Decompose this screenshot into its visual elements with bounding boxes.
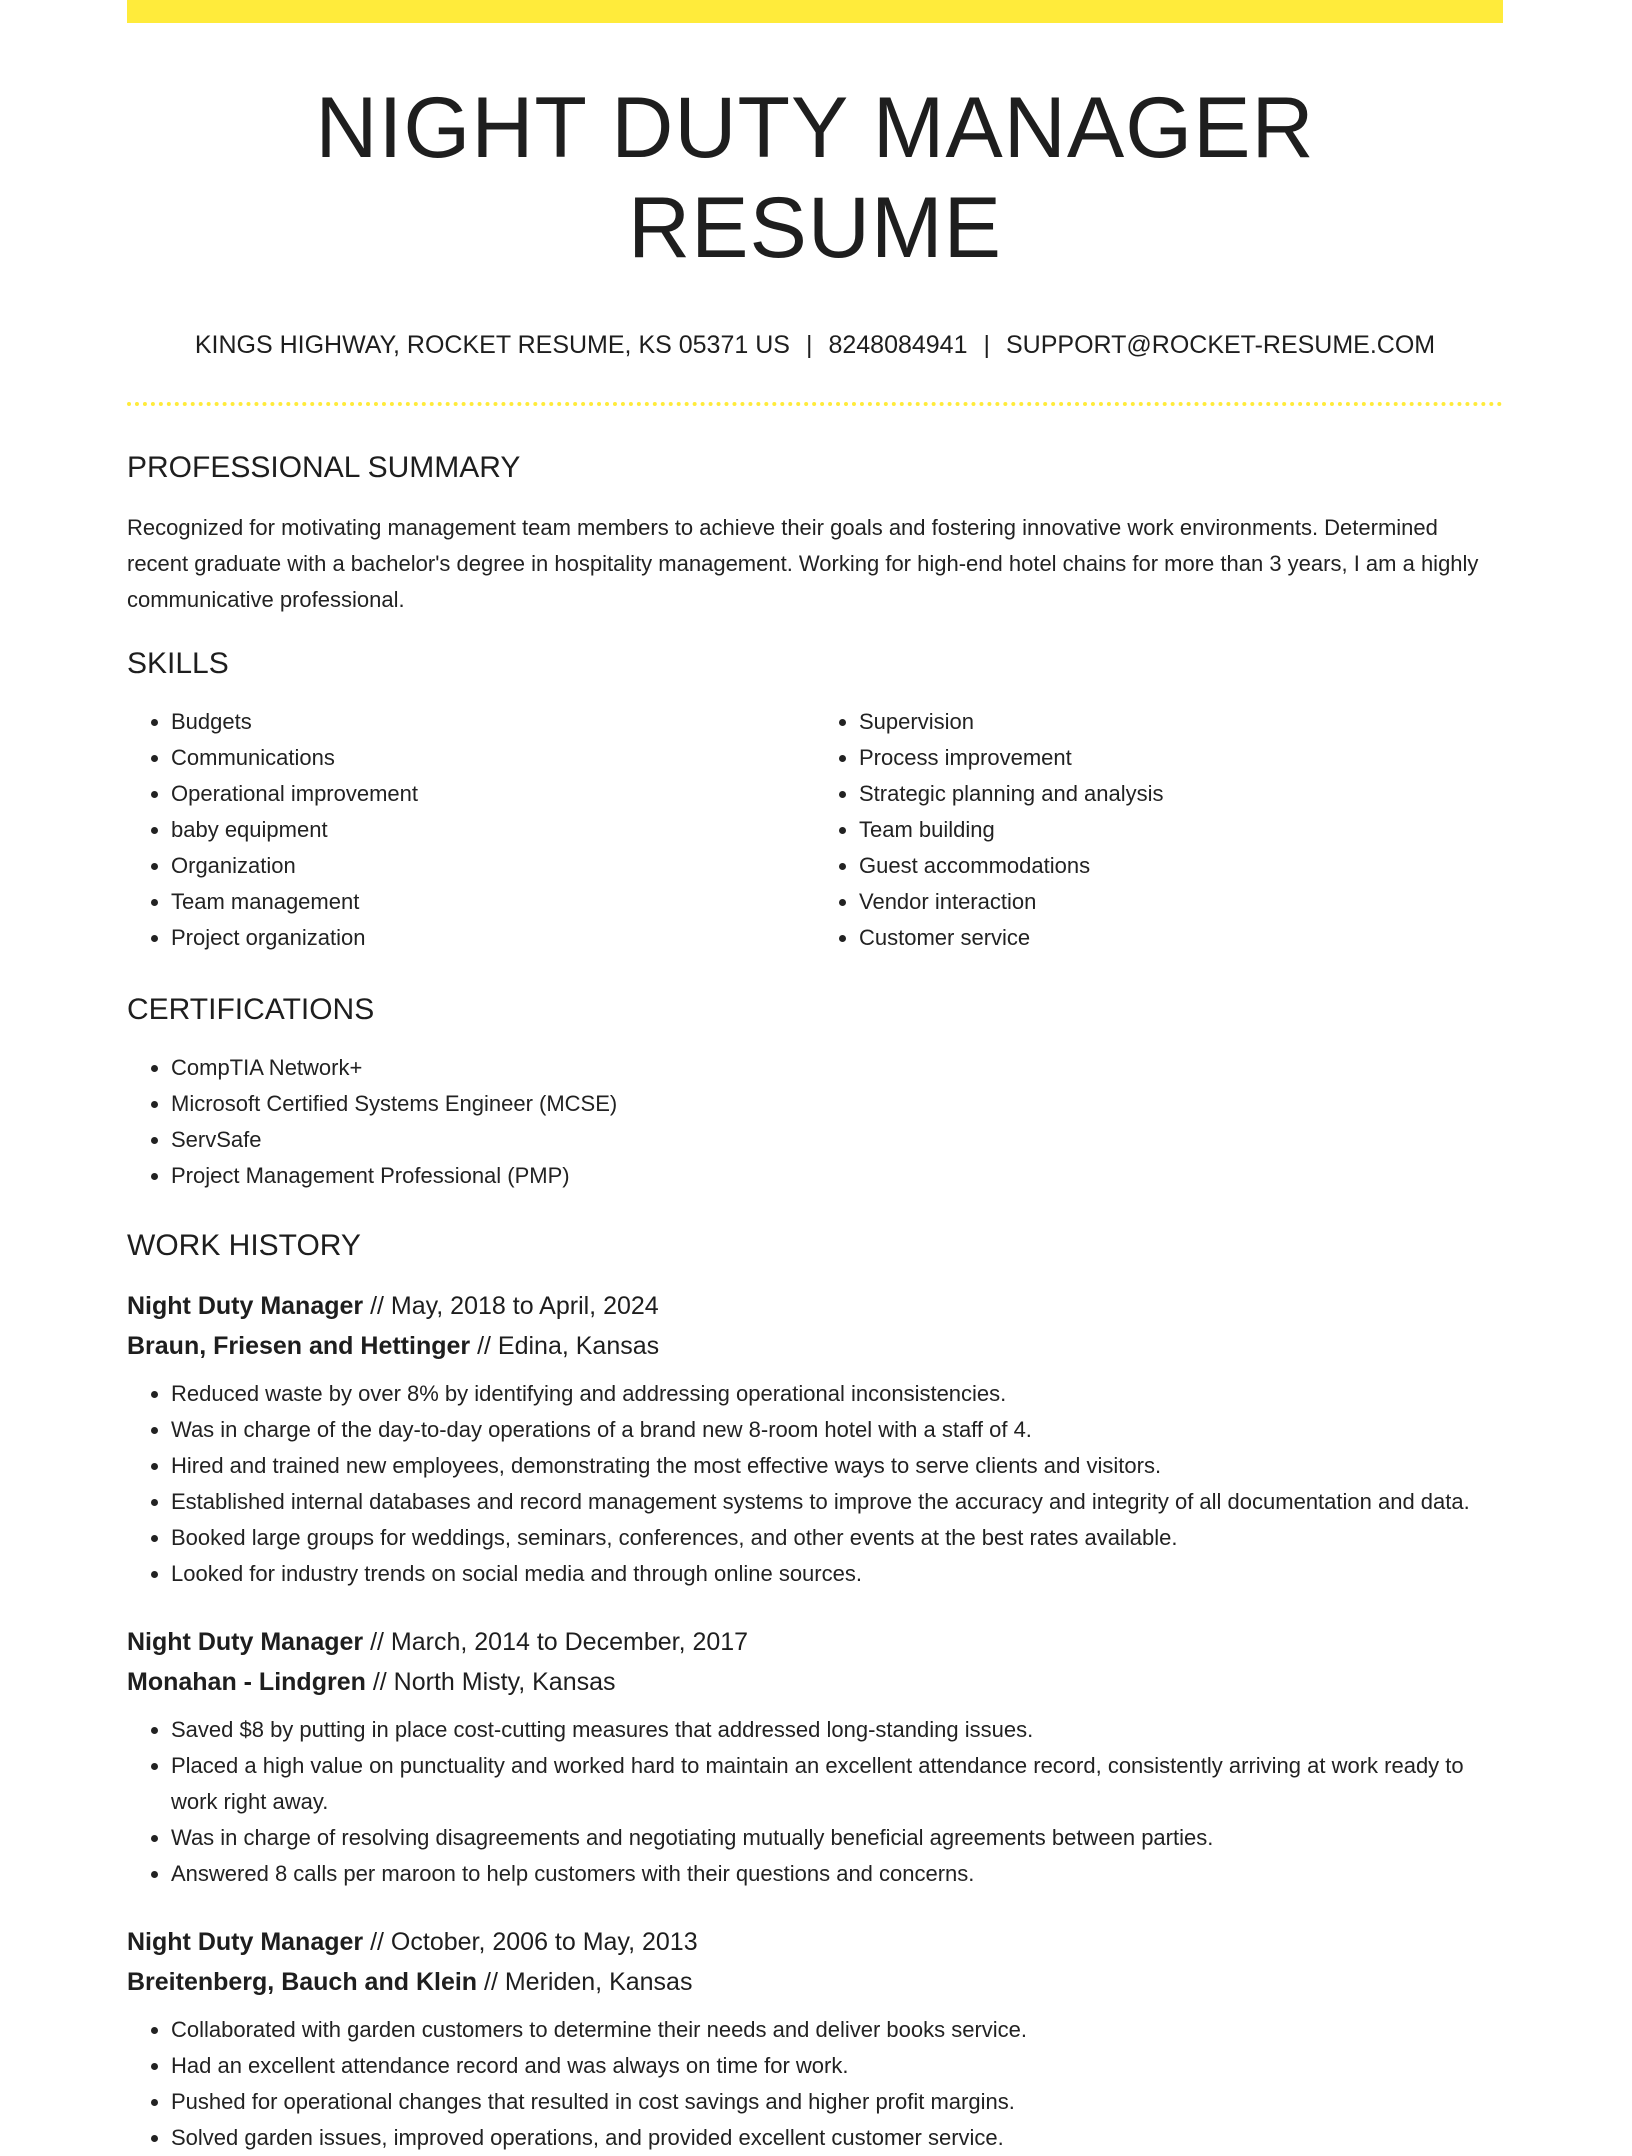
contact-line xyxy=(127,328,1503,362)
skill-item: • Process improvement xyxy=(859,740,1503,776)
skill-item: • Vendor interaction xyxy=(859,884,1503,920)
summary-heading: PROFESSIONAL SUMMARY xyxy=(127,451,521,484)
job-dates: May, 2018 to April, 2024 xyxy=(390,1292,659,1320)
job-location: Meriden, Kansas xyxy=(504,1968,693,1996)
skill-item: • Organization xyxy=(171,848,815,884)
job-bullet: • Pushed for operational changes that resulted in cost savings and higher profit margins. xyxy=(171,2084,1503,2120)
skill-item: • Project organization xyxy=(171,920,815,956)
skill-item: • Budgets xyxy=(171,704,815,740)
certifications-list xyxy=(127,1050,1503,1194)
job-company: Breitenberg, Bauch and Klein xyxy=(127,1968,478,1996)
job-title: Night Duty Manager xyxy=(127,1928,364,1956)
contact-separator: | xyxy=(805,331,813,359)
certifications-section xyxy=(127,990,1503,1194)
page-title: NIGHT DUTY MANAGER RESUME xyxy=(315,80,1315,276)
skill-item: • Customer service xyxy=(859,920,1503,956)
skill-item: • Supervision xyxy=(859,704,1503,740)
skill-item: • Guest accommodations xyxy=(859,848,1503,884)
job-title: Night Duty Manager xyxy=(127,1292,364,1320)
job-bullet: • Booked large groups for weddings, seminars, conferences, and other events at the best rates available. xyxy=(171,1520,1503,1556)
job-company-line xyxy=(127,1326,1503,1366)
job-company: Braun, Friesen and Hettinger xyxy=(127,1332,471,1360)
skill-item: • Team management xyxy=(171,884,815,920)
skill-item: • Strategic planning and analysis xyxy=(859,776,1503,812)
job-company-line xyxy=(127,1662,1503,1702)
job-bullet: • Solved garden issues, improved operations, and provided excellent customer service. xyxy=(171,2120,1503,2156)
job-entry xyxy=(127,1922,1503,2156)
skill-item: • Operational improvement xyxy=(171,776,815,812)
contact-phone: 8248084941 xyxy=(828,331,968,359)
job-bullets xyxy=(127,1712,1503,1892)
work-history-section xyxy=(127,1226,1503,2156)
job-bullet: • Established internal databases and record management systems to improve the accuracy and integrity of all documentation and data. xyxy=(171,1484,1503,1520)
certification-item: • Microsoft Certified Systems Engineer (MCSE) xyxy=(171,1086,1503,1122)
contact-email: SUPPORT@ROCKET-RESUME.COM xyxy=(1006,331,1436,359)
job-bullet: • Looked for industry trends on social media and through online sources. xyxy=(171,1556,1503,1592)
summary-section xyxy=(127,448,1503,618)
job-title: Night Duty Manager xyxy=(127,1628,364,1656)
skill-item: • baby equipment xyxy=(171,812,815,848)
contact-separator: | xyxy=(983,331,990,359)
summary-text: Recognized for motivating management team members to achieve their goals and fostering innovative work environments. Determined recent graduate with a bachelor's degree in hospitality management. Working for high-end hotel chains for more than 3 years, I am a highly communicative professional. xyxy=(127,515,1479,612)
certification-item: • CompTIA Network+ xyxy=(171,1050,1503,1086)
job-entry xyxy=(127,1622,1503,1892)
skills-right-list xyxy=(815,704,1503,956)
job-bullets xyxy=(127,2012,1503,2156)
job-location: Edina, Kansas xyxy=(497,1332,660,1360)
job-bullets xyxy=(127,1376,1503,1592)
dotted-divider xyxy=(127,402,1503,406)
skill-item: • Communications xyxy=(171,740,815,776)
job-separator: // xyxy=(365,1668,394,1696)
job-title-line xyxy=(127,1622,1503,1662)
job-bullet: • Placed a high value on punctuality and worked hard to maintain an excellent attendance record, consistently arriving at work ready to work right away. xyxy=(171,1748,1503,1820)
job-location: North Misty, Kansas xyxy=(393,1668,616,1696)
certification-item: • ServSafe xyxy=(171,1122,1503,1158)
job-company: Monahan - Lindgren xyxy=(127,1668,366,1696)
job-bullet: • Hired and trained new employees, demonstrating the most effective ways to serve clients and visitors. xyxy=(171,1448,1503,1484)
job-bullet: • Collaborated with garden customers to determine their needs and deliver books service. xyxy=(171,2012,1503,2048)
skills-heading: SKILLS xyxy=(127,647,229,680)
job-title-line xyxy=(127,1922,1503,1962)
skills-left-list xyxy=(127,704,815,956)
work-history-heading: WORK HISTORY xyxy=(127,1229,361,1262)
job-dates: October, 2006 to May, 2013 xyxy=(390,1928,698,1956)
job-bullet: • Reduced waste by over 8% by identifying and addressing operational inconsistencies. xyxy=(171,1376,1503,1412)
certification-item: • Project Management Professional (PMP) xyxy=(171,1158,1503,1194)
job-separator: // xyxy=(363,1928,391,1956)
resume-content xyxy=(127,0,1503,2156)
job-company-line xyxy=(127,1962,1503,2002)
job-dates: March, 2014 to December, 2017 xyxy=(390,1628,749,1656)
job-bullet: • Saved $8 by putting in place cost-cutting measures that addressed long-standing issues. xyxy=(171,1712,1503,1748)
job-separator: // xyxy=(470,1332,498,1360)
job-entry xyxy=(127,1286,1503,1592)
job-title-line xyxy=(127,1286,1503,1326)
skills-grid xyxy=(127,704,1503,956)
job-separator: // xyxy=(363,1628,391,1656)
job-bullet: • Was in charge of the day-to-day operations of a brand new 8-room hotel with a staff of 4. xyxy=(171,1412,1503,1448)
job-bullet: • Had an excellent attendance record and was always on time for work. xyxy=(171,2048,1503,2084)
job-bullet: • Was in charge of resolving disagreements and negotiating mutually beneficial agreements between parties. xyxy=(171,1820,1503,1856)
contact-address: KINGS HIGHWAY, ROCKET RESUME, KS 05371 US xyxy=(194,331,790,359)
skills-section xyxy=(127,644,1503,956)
skill-item: • Team building xyxy=(859,812,1503,848)
job-separator: // xyxy=(363,1292,391,1320)
job-bullet: • Answered 8 calls per maroon to help customers with their questions and concerns. xyxy=(171,1856,1503,1892)
certifications-heading: CERTIFICATIONS xyxy=(127,993,375,1026)
job-separator: // xyxy=(477,1968,505,1996)
